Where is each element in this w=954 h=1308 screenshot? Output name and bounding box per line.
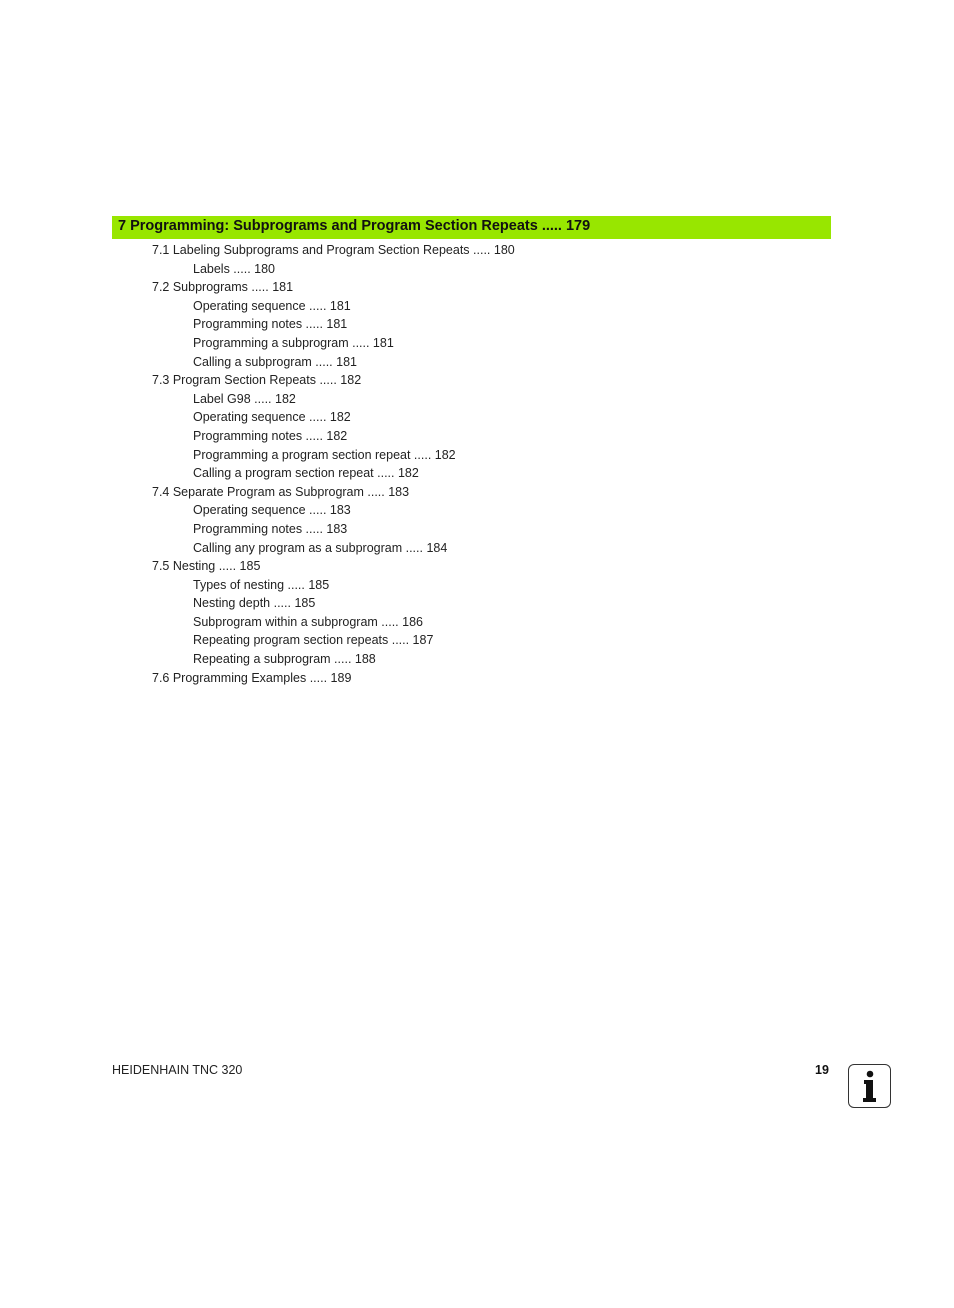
toc-subsection-entry: Nesting depth ..... 185	[193, 596, 316, 611]
page-number: 19	[815, 1063, 829, 1077]
toc-subsection-entry: Programming notes ..... 183	[193, 521, 348, 536]
footer-title: HEIDENHAIN TNC 320	[112, 1063, 243, 1077]
toc-subsection-entry: Label G98 ..... 182	[193, 391, 296, 406]
chapter-heading	[112, 216, 831, 239]
toc-subsection-entry: Operating sequence ..... 183	[193, 503, 351, 518]
toc-section-entry: 7.2 Subprograms ..... 181	[152, 280, 294, 295]
toc-subsection-entry: Repeating program section repeats ..... 187	[193, 633, 434, 648]
table-of-contents	[0, 241, 954, 687]
chapter-title: 7 Programming: Subprograms and Program Section Repeats ..... 179	[118, 218, 591, 234]
toc-section-entry: 7.6 Programming Examples ..... 189	[152, 670, 352, 685]
toc-subsection-entry: Calling a program section repeat ..... 182	[193, 466, 419, 481]
toc-subsection-entry: Operating sequence ..... 182	[193, 410, 351, 425]
toc-subsection-entry: Calling any program as a subprogram ..... 184	[193, 540, 448, 555]
toc-section-entry: 7.1 Labeling Subprograms and Program Section Repeats ..... 180	[152, 243, 515, 257]
info-icon	[848, 1064, 891, 1108]
toc-subsection-entry: Programming a program section repeat ..... 182	[193, 447, 456, 462]
toc-subsection-entry: Labels ..... 180	[193, 261, 276, 276]
toc-subsection-entry: Programming notes ..... 181	[193, 317, 348, 332]
toc-subsection-entry: Programming a subprogram ..... 181	[193, 335, 394, 350]
toc-section-entry: 7.3 Program Section Repeats ..... 182	[152, 373, 362, 388]
toc-section-entry: 7.5 Nesting ..... 185	[152, 559, 261, 574]
toc-subsection-entry: Subprogram within a subprogram ..... 186	[193, 614, 423, 629]
toc-section-entry: 7.4 Separate Program as Subprogram ..... 183	[152, 484, 410, 499]
toc-subsection-entry: Repeating a subprogram ..... 188	[193, 652, 376, 667]
toc-subsection-entry: Operating sequence ..... 181	[193, 298, 351, 313]
toc-subsection-entry: Programming notes ..... 182	[193, 428, 348, 443]
toc-subsection-entry: Calling a subprogram ..... 181	[193, 354, 357, 369]
toc-subsection-entry: Types of nesting ..... 185	[193, 577, 330, 592]
